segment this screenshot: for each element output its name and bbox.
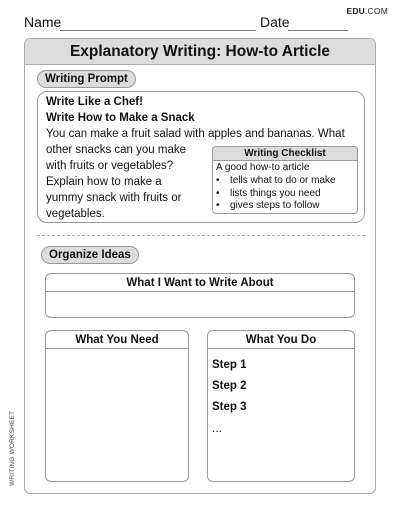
what-you-need-heading: What You Need	[46, 331, 188, 349]
write-about-box[interactable]	[45, 273, 355, 318]
checklist-title: Writing Checklist	[213, 147, 357, 161]
writing-checklist	[212, 146, 358, 214]
date-line[interactable]	[288, 30, 348, 31]
bullet-icon: •	[216, 175, 220, 186]
checklist-item	[216, 200, 336, 213]
what-you-do-heading: What You Do	[208, 331, 354, 349]
date-label: Date	[260, 14, 290, 30]
prompt-line-1: You can make a fruit salad with apples and bananas. What	[46, 128, 345, 140]
prompt-line-6: vegetables.	[46, 208, 105, 220]
checklist-items	[216, 175, 336, 213]
brand-domain: .COM	[365, 6, 388, 16]
prompt-line-2: other snacks can you make	[46, 144, 186, 156]
prompt-line-4: Explain how to make a	[46, 176, 162, 188]
writing-prompt-label: Writing Prompt	[37, 70, 136, 88]
name-label: Name	[24, 14, 62, 30]
checklist-item-text: lists things you need	[230, 187, 321, 199]
bullet-icon: •	[216, 200, 220, 211]
write-about-heading: What I Want to Write About	[46, 274, 354, 292]
checklist-item-text: gives steps to follow	[230, 200, 320, 211]
prompt-heading-1: Write Like a Chef!	[46, 96, 143, 108]
header-row	[24, 14, 376, 34]
prompt-line-3: with fruits or vegetables?	[46, 160, 174, 172]
worksheet-title: Explanatory Writing: How-to Article	[25, 39, 375, 65]
step-item: Step 2	[212, 380, 247, 392]
brand-logo	[346, 6, 388, 16]
prompt-line-5: yummy snack with fruits or	[46, 192, 182, 204]
step-item: Step 3	[212, 401, 247, 413]
checklist-intro: A good how-to article	[216, 162, 310, 173]
section-divider	[37, 235, 365, 236]
checklist-item	[216, 175, 336, 188]
worksheet-frame	[24, 38, 376, 494]
checklist-item	[216, 188, 336, 201]
organize-ideas-label: Organize Ideas	[41, 246, 139, 264]
steps-list	[212, 355, 247, 439]
prompt-box	[37, 91, 365, 223]
step-item: Step 1	[212, 359, 247, 371]
what-you-do-box[interactable]	[207, 330, 355, 482]
more-steps-ellipsis: ...	[212, 421, 223, 435]
what-you-need-box[interactable]	[45, 330, 189, 482]
bullet-icon: •	[216, 187, 220, 199]
prompt-heading-2: Write How to Make a Snack	[46, 112, 195, 124]
side-label: WRITING WORKSHEET	[9, 410, 16, 486]
checklist-item-text: tells what to do or make	[230, 175, 336, 186]
name-line[interactable]	[60, 30, 256, 31]
brand-name: EDU	[346, 6, 365, 16]
